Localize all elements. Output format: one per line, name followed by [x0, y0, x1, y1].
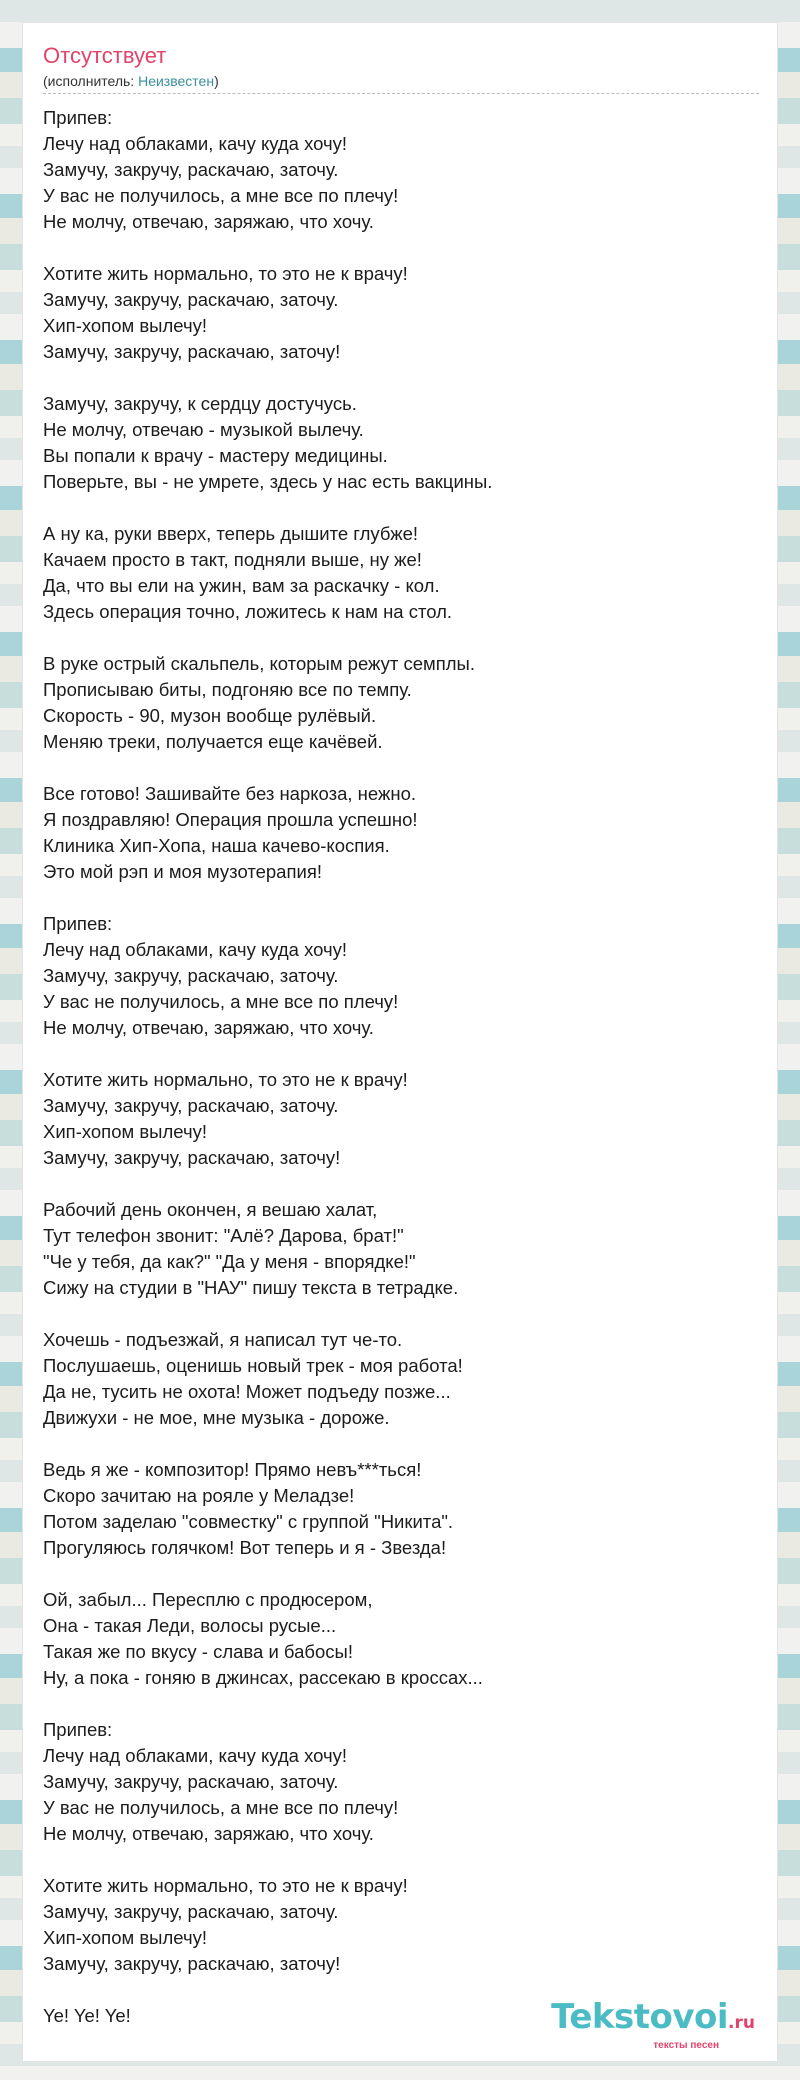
lyric-line: Припев:: [43, 107, 113, 128]
lyric-line: Ye! Ye! Ye!: [43, 2005, 131, 2026]
lyric-line: Все готово! Зашивайте без наркоза, нежно.: [43, 783, 416, 804]
lyrics-stanza: [43, 1327, 763, 1431]
lyric-line: Меняю треки, получается еще качёвей.: [43, 731, 383, 752]
lyric-line: Да, что вы ели на ужин, вам за раскачку - кол.: [43, 575, 440, 596]
lyrics-stanza: [43, 1197, 763, 1301]
lyrics-stanza: [43, 911, 763, 1041]
lyric-line: Хотите жить нормально, то это не к врачу!: [43, 1875, 408, 1896]
lyric-line: Поверьте, вы - не умрете, здесь у нас есть вакцины.: [43, 471, 493, 492]
lyric-line: Замучу, закручу, раскачаю, заточу.: [43, 1095, 339, 1116]
lyric-line: Замучу, закручу, к сердцу достучусь.: [43, 393, 357, 414]
lyric-line: "Че у тебя, да как?" "Да у меня - впорядке!": [43, 1251, 416, 1272]
lyrics-stanza: [43, 1067, 763, 1171]
artist-line: [43, 72, 219, 90]
lyric-line: Клиника Хип-Хопа, наша качево-коспия.: [43, 835, 390, 856]
lyric-line: Рабочий день окончен, я вешаю халат,: [43, 1199, 378, 1220]
lyric-line: Замучу, закручу, раскачаю, заточу.: [43, 1771, 339, 1792]
lyric-line: Она - такая Леди, волосы русые...: [43, 1615, 337, 1636]
lyric-line: Замучу, закручу, раскачаю, заточу!: [43, 1953, 341, 1974]
lyric-line: Ну, а пока - гоняю в джинсах, рассекаю в кроссах...: [43, 1667, 483, 1688]
lyric-line: Хип-хопом вылечу!: [43, 315, 207, 336]
lyric-line: Лечу над облаками, качу куда хочу!: [43, 939, 348, 960]
artist-prefix: (исполнитель:: [43, 73, 139, 89]
lyric-line: Тут телефон звонит: "Алё? Дарова, брат!": [43, 1225, 404, 1246]
lyric-line: Хип-хопом вылечу!: [43, 1927, 207, 1948]
lyric-line: В руке острый скальпель, которым режут семплы.: [43, 653, 475, 674]
lyric-line: Прописываю биты, подгоняю все по темпу.: [43, 679, 412, 700]
lyric-line: Замучу, закручу, раскачаю, заточу.: [43, 1901, 339, 1922]
artist-link[interactable]: Неизвестен: [138, 73, 215, 89]
lyric-line: Это мой рэп и моя музотерапия!: [43, 861, 322, 882]
lyric-line: Припев:: [43, 913, 113, 934]
lyric-line: Замучу, закручу, раскачаю, заточу.: [43, 289, 339, 310]
lyric-line: Хип-хопом вылечу!: [43, 1121, 207, 1142]
lyrics-body: [43, 105, 763, 2029]
lyric-line: Здесь операция точно, ложитесь к нам на стол.: [43, 601, 453, 622]
lyric-line: У вас не получилось, а мне все по плечу!: [43, 991, 399, 1012]
lyric-line: Припев:: [43, 1719, 113, 1740]
lyrics-stanza: [43, 105, 763, 235]
lyric-line: Не молчу, отвечаю, заряжаю, что хочу.: [43, 1017, 374, 1038]
lyric-line: Движухи - не мое, мне музыка - дороже.: [43, 1407, 390, 1428]
lyric-line: Хочешь - подъезжай, я написал тут че-то.: [43, 1329, 403, 1350]
logo-name: Tekstovoi: [551, 1997, 729, 2037]
song-title: Отсутствует: [43, 43, 167, 68]
lyric-line: Скоро зачитаю на рояле у Меладзе!: [43, 1485, 355, 1506]
lyric-line: Не молчу, отвечаю - музыкой вылечу.: [43, 419, 364, 440]
lyric-line: А ну ка, руки вверх, теперь дышите глубже!: [43, 523, 419, 544]
lyric-line: Сижу на студии в "НАУ" пишу текста в тетрадке.: [43, 1277, 459, 1298]
lyrics-stanza: [43, 781, 763, 885]
site-logo[interactable]: [551, 1999, 755, 2051]
lyrics-stanza: [43, 651, 763, 755]
artist-suffix: ): [214, 73, 219, 89]
lyrics-stanza: [43, 261, 763, 365]
logo-tld: .ru: [728, 2013, 755, 2033]
lyrics-card: [22, 22, 778, 2062]
lyric-line: Ой, забыл... Пересплю с продюсером,: [43, 1589, 373, 1610]
lyric-line: Послушаешь, оценишь новый трек - моя работа!: [43, 1355, 463, 1376]
lyric-line: Лечу над облаками, качу куда хочу!: [43, 1745, 348, 1766]
logo-tagline: тексты песен: [653, 2040, 719, 2051]
lyrics-stanza: [43, 391, 763, 495]
lyric-line: Замучу, закручу, раскачаю, заточу!: [43, 1147, 341, 1168]
lyrics-stanza: [43, 1717, 763, 1847]
lyric-line: Качаем просто в такт, подняли выше, ну же!: [43, 549, 422, 570]
lyrics-stanza: [43, 1587, 763, 1691]
lyric-line: Такая же по вкусу - слава и бабосы!: [43, 1641, 353, 1662]
lyric-line: Скорость - 90, музон вообще рулёвый.: [43, 705, 377, 726]
lyric-line: Замучу, закручу, раскачаю, заточу.: [43, 159, 339, 180]
lyric-line: Вы попали к врачу - мастеру медицины.: [43, 445, 388, 466]
lyric-line: Лечу над облаками, качу куда хочу!: [43, 133, 348, 154]
lyrics-stanza: [43, 521, 763, 625]
lyric-line: Замучу, закручу, раскачаю, заточу!: [43, 341, 341, 362]
lyric-line: Хотите жить нормально, то это не к врачу!: [43, 263, 408, 284]
lyric-line: Потом заделаю "совместку" с группой "Никита".: [43, 1511, 454, 1532]
lyrics-stanza: [43, 1457, 763, 1561]
lyric-line: Замучу, закручу, раскачаю, заточу.: [43, 965, 339, 986]
lyric-line: Хотите жить нормально, то это не к врачу!: [43, 1069, 408, 1090]
lyric-line: У вас не получилось, а мне все по плечу!: [43, 185, 399, 206]
lyric-line: Прогуляюсь голячком! Вот теперь и я - Звезда!: [43, 1537, 447, 1558]
lyric-line: Не молчу, отвечаю, заряжаю, что хочу.: [43, 211, 374, 232]
lyrics-stanza: [43, 1873, 763, 1977]
lyric-line: Ведь я же - композитор! Прямо невъ***ться!: [43, 1459, 422, 1480]
lyric-line: Я поздравляю! Операция прошла успешно!: [43, 809, 418, 830]
header-divider: [43, 93, 759, 94]
lyric-line: Не молчу, отвечаю, заряжаю, что хочу.: [43, 1823, 374, 1844]
lyric-line: У вас не получилось, а мне все по плечу!: [43, 1797, 399, 1818]
lyric-line: Да не, тусить не охота! Может подъеду позже...: [43, 1381, 451, 1402]
